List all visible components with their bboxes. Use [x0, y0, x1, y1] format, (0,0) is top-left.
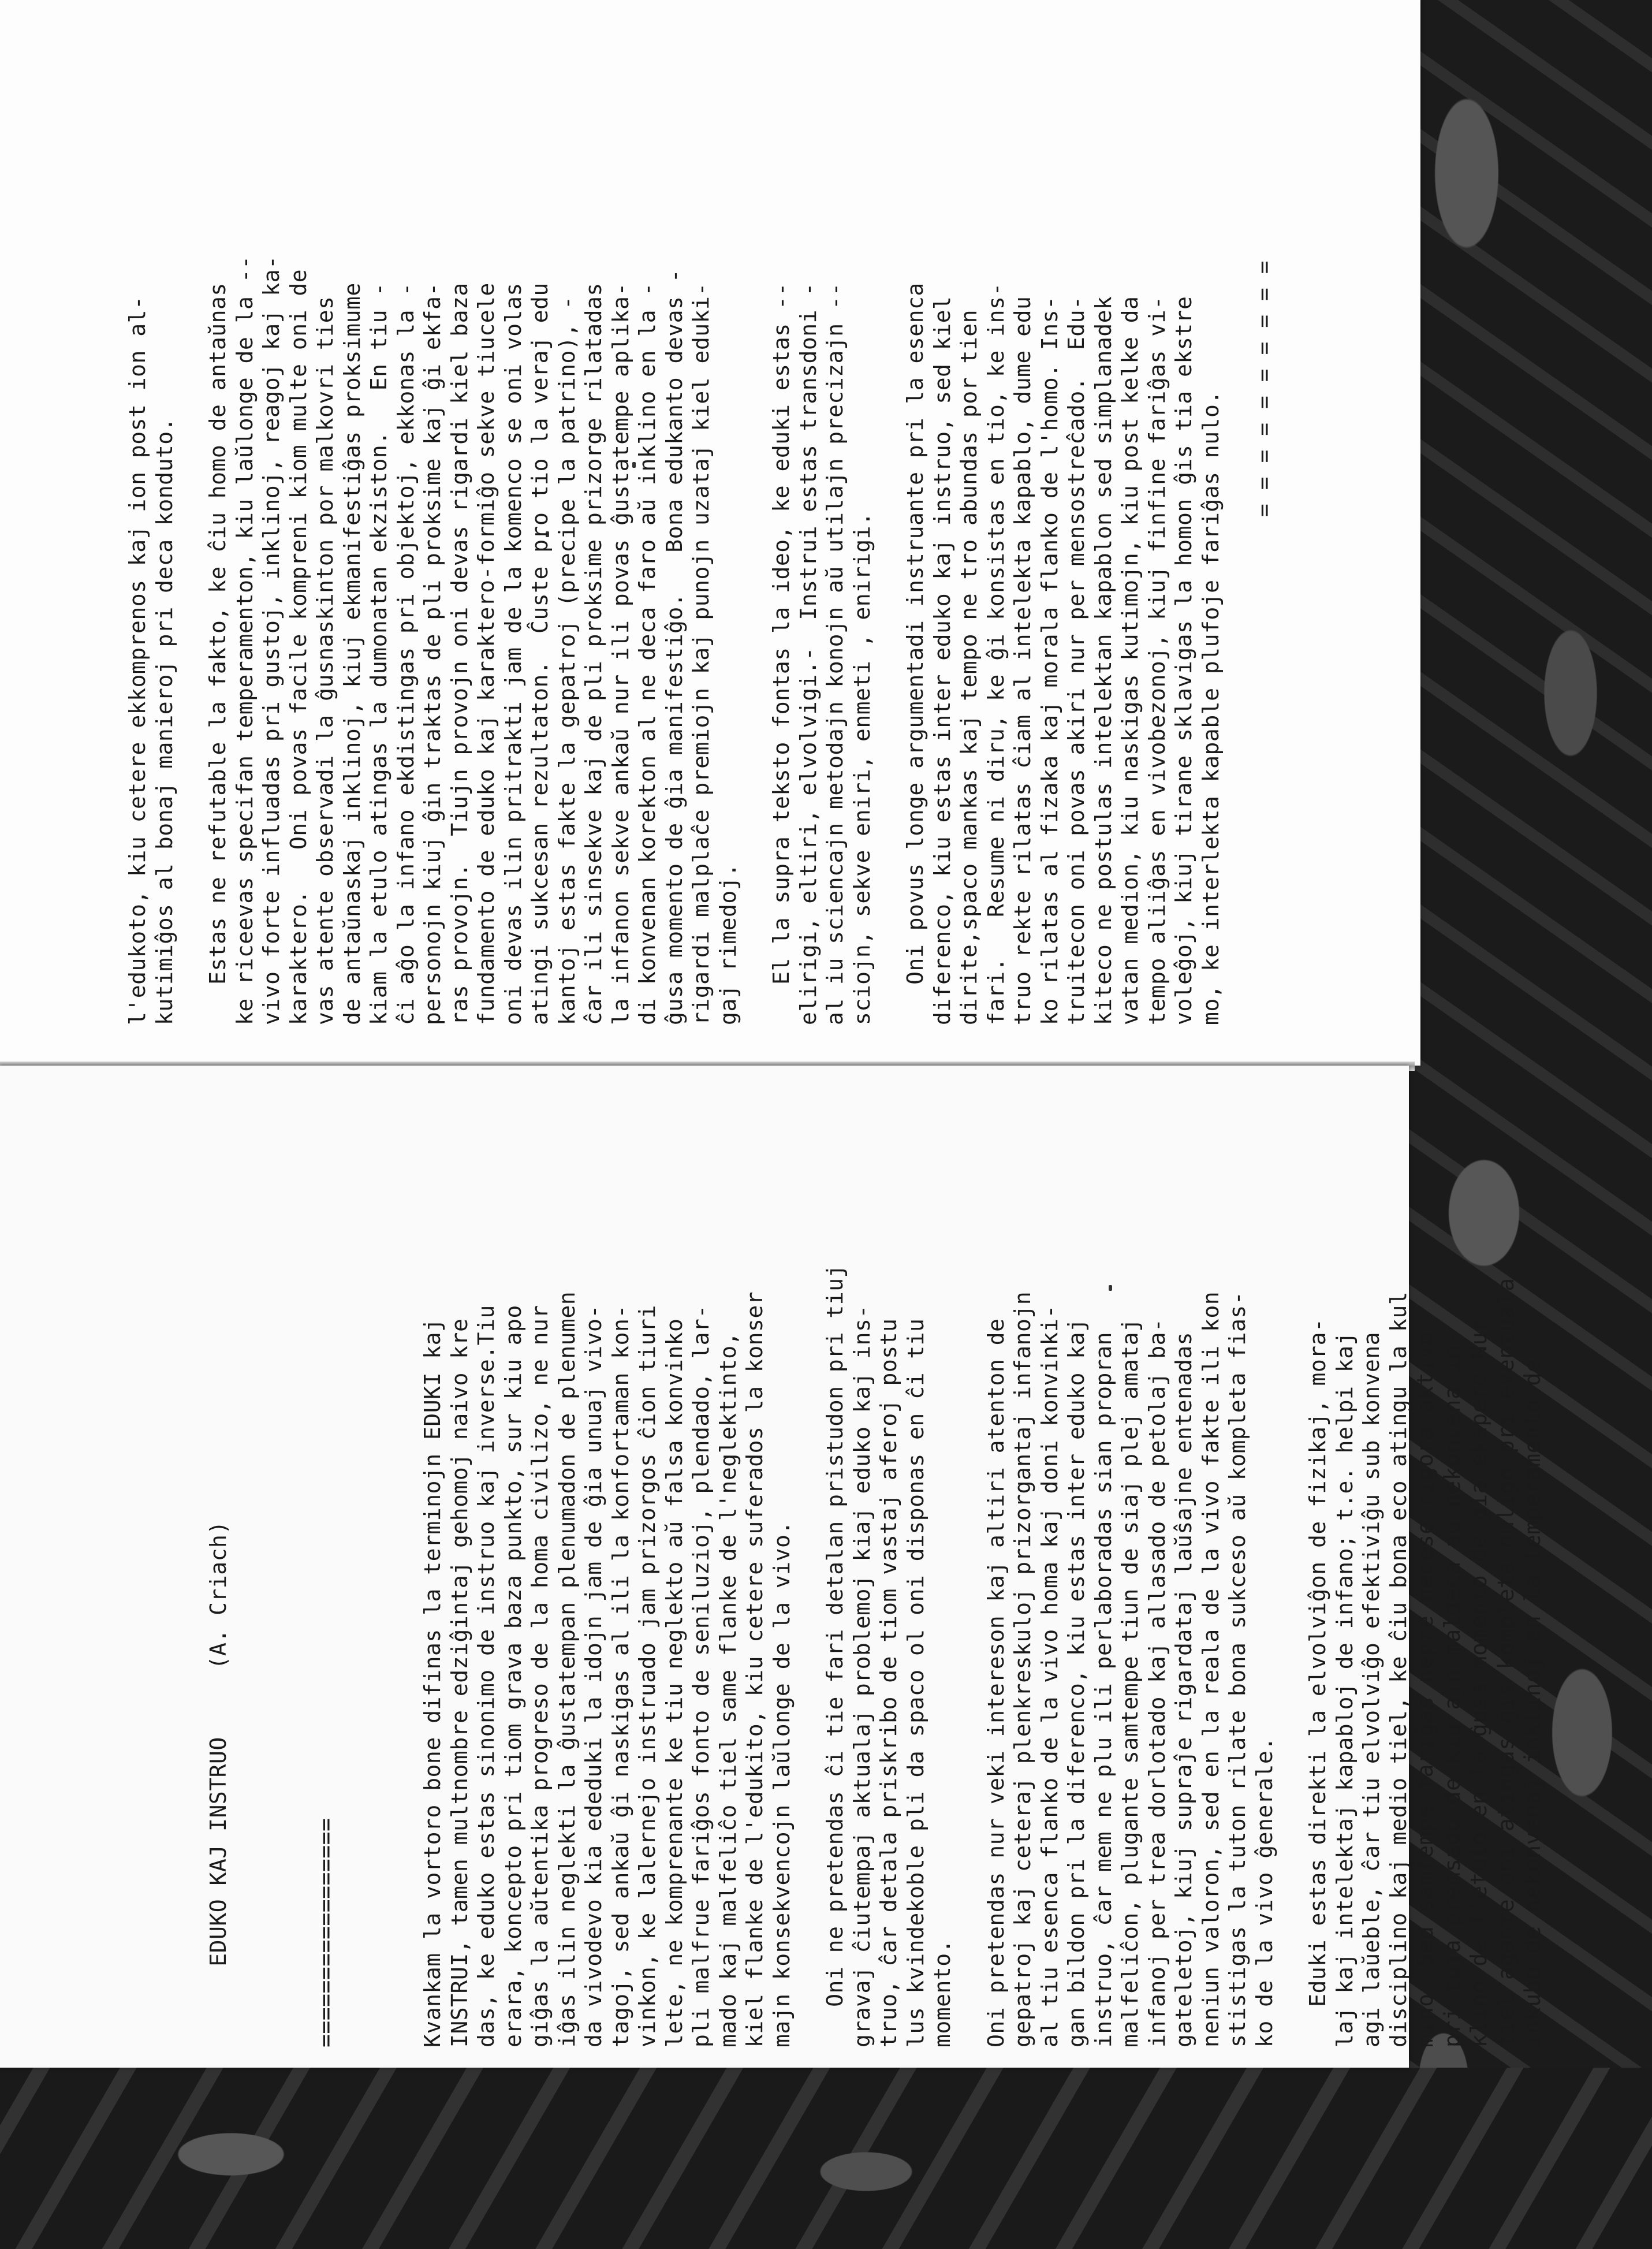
text-line: disciplino kaj medio tiel, ke ĉiu bona eco atingu la kul	[1385, 1291, 1411, 2047]
text-line: erara, koncepto pri tiom grava baza punkto, sur kiu apo	[500, 1305, 526, 2047]
paragraph	[124, 101, 178, 1025]
text-line: tagoj, sed ankaŭ ĝi naskigas al ili la konfortaman kon-	[607, 1305, 633, 2047]
text-line: gravaj ĉiutempaj aktualaj problemoj kiaj eduko kaj ins-	[849, 1305, 875, 2047]
page-left-text	[124, 1094, 1627, 2047]
text-line: lus kvindekoble pli da spaco ol oni disponas en ĉi tiu	[903, 1318, 928, 2047]
page-left	[0, 1066, 1545, 2068]
text-line: gateletoj, kiuj supraĵe rigardataj laŭŝajne entenadas	[1171, 1331, 1196, 2047]
article-title: EDUKO KAJ INSTRUO	[205, 1737, 231, 1967]
text-line: vas atente observadi la ĝusnaskinton por malkovri ties	[312, 296, 338, 1025]
paragraph	[902, 101, 1224, 1025]
text-line: vinkon, ke lalernejo instruado jam prizorgos ĉion tiuri	[635, 1305, 660, 2047]
text-line: tempo aliiĝas en vivobezonoj, kiuj finfine fariĝas vi-	[1144, 296, 1170, 1025]
text-line: mo, ke interlekta kapable plufoje fariĝas nulo.	[1198, 390, 1224, 1025]
text-line: rigardi malplaĉe premiojn kaj punojn uzataj kiel eduki-	[688, 282, 714, 1025]
text-line: ras provojn. Tiujn provojn oni devas rigardi kiel baza	[446, 282, 472, 1025]
text-line: di konvenan korekton al ne deca faro aŭ inklino en la -	[635, 282, 660, 1025]
text-line: INSTRUI, tamen multnombre edziĝintaj gehomoj naivo kre	[446, 1318, 472, 2047]
text-line: das, ke eduko estas sinonimo de instruo kaj inverse.Tiu	[473, 1305, 499, 2047]
paragraph	[1304, 1094, 1546, 2047]
text-line: gaj rimedoj.	[715, 863, 741, 1025]
text-line: Eduki estas direkti la elvolviĝon de fizikaj, mora-	[1305, 1318, 1330, 2047]
paragraph	[822, 1094, 956, 2047]
text-line: Kvankam la vortoro bone difinas la terminojn EDUKI kaj	[420, 1318, 445, 2047]
text-line: Estas ne refutable la fakto, ke ĉiu homo de antaŭnas	[205, 282, 230, 1025]
text-line: lete, ne komprenante ke tiu neglekto aŭ falsa konvinko	[661, 1318, 687, 2047]
text-line: al iu sciencajn metodajn konojn aŭ utilajn precizajn --	[822, 282, 848, 1025]
text-line: sciojn, sekve eniri, enmeti , enirigi.	[849, 512, 875, 1025]
page-right	[0, 0, 1420, 1066]
text-line: dirite,spaco mankas kaj tempo ne tro abundas por tien	[956, 309, 982, 1025]
text-line: mado kaj malfeliĉo tiel same flanke de l'neglektinto,	[715, 1331, 741, 2047]
text-line: kutimiĝos al bonaj manieroj pri deca konduto.	[151, 417, 177, 1025]
text-line: pri tuja premsado de kiu ajn maldeca aŭ nekonvena in-	[1439, 1331, 1465, 2047]
text-line: ĉar ili sinsekve kaj de pli proksime prizorge rilatadas	[581, 282, 606, 1025]
text-line: de antaŭnaskaj inklinoj, kiuj ekmanifestiĝas proksimume	[339, 282, 365, 1025]
text-line: Oni ne pretendas ĉi tie fari detalan pristudon pri tiuj	[822, 1264, 848, 2047]
paragraph	[768, 101, 875, 1025]
text-line: iĝas ilin neglekti la ĝustatempan plenumadon de plenumen	[554, 1291, 580, 2047]
text-line: momento.	[930, 1939, 955, 2047]
text-line: kiteco ne postulas intelektan kapablon sed simplanadek	[1090, 296, 1116, 1025]
text-line: diferenco, kiu estas inter eduko kaj instruo, sed kiel	[929, 296, 955, 1025]
text-line: kiam la etulo atingas la dumonatan ekziston. En tiu -	[366, 282, 391, 1025]
text-line: majn konsekvencojn laŭlonge de la vivo.	[769, 1521, 795, 2047]
text-line: El la supra teksto fontas la ideo, ke eduki estas --	[769, 282, 794, 1025]
text-line: personojn kiuj ĝin traktas de pli proksime kaj ĝi ekfa-	[420, 282, 445, 1025]
text-line: ke riceevas specifan temperamenton, kiu laŭlonge de la --	[232, 255, 258, 1025]
text-line: elirigi, eltiri, elvolvigi.- Instrui estas transdoni -	[795, 282, 821, 1025]
text-line: da vivodevo kia ededuki la idojn jam de ĝia unuaj vivo-	[581, 1305, 606, 2047]
text-line: ko rilatas al fizaka kaj morala flanko de l'homo. Ins-	[1036, 296, 1062, 1025]
paragraph	[204, 101, 741, 1025]
text-line: ĉi aĝo la infano ekdistingas pri objektoj, ekkonas la -	[393, 282, 419, 1025]
page-right-text	[124, 101, 1278, 1025]
text-line: instruo, ĉar mem ne plu ili perlaboradas sian propran	[1090, 1331, 1116, 2047]
text-line: klino de l'etulo en la ĝusa momento de ĝia ekapero.Nur	[1466, 1318, 1491, 2047]
text-line: pli malfrue fariĝos fonto de seniluzioj, plendado, lar-	[688, 1305, 714, 2047]
text-line: Oni povus longe argumentadi instruante pri la esenca	[903, 282, 928, 1025]
text-line: vatan medion, kiu naskigas kutimojn, kiu post kelke da	[1117, 296, 1143, 1025]
article-author: (A. Criach)	[205, 1521, 231, 1670]
text-line: la infanon sekve ankaŭ nur ili povas ĝustatempe aplika-	[607, 282, 633, 1025]
text-line: atingi sukcesan rezultaton. Ĉuste pro tio la veraj edu	[527, 282, 553, 1025]
text-line: kantoj estas fakte la gepatroj (precipe la patrino), -	[554, 296, 580, 1025]
text-line: truo, ĉar detala priskribo de tiom vastaj aferoj postu	[876, 1318, 901, 2047]
text-line: al tiu esenca flanko de la vivo homa kaj doni konvinki-	[1036, 1305, 1062, 2047]
text-line: infanoj per trea dorlotado kaj allasado de petolaj ba-	[1144, 1318, 1170, 2047]
page-left-body	[419, 1094, 1546, 2047]
text-line: fari. Resume ni diru, ke ĝi konsistas en tio, ke ins-	[983, 282, 1009, 1025]
paragraph	[983, 1094, 1278, 2047]
text-line: agi laŭeble, ĉar tiu elvolviĝo efektiviĝu sub konvena	[1359, 1331, 1384, 2047]
text-line: fundamento de eduko kaj karaktero-formiĝo sekve tiucele	[473, 282, 499, 1025]
text-line: l'edukoto, kiu cetere ekkomprenos kaj ion post ion al-	[125, 296, 150, 1025]
text-line: truitecon oni povas akiri nur per mensostreĉado. Edu-	[1064, 296, 1089, 1025]
text-line: tiel agante oni atingas ĝis kompleta nuligo pri eventuala	[1493, 1278, 1519, 2047]
text-line: Oni pretendas nur veki intereson kaj altiri atenton de	[983, 1318, 1009, 2047]
text-line: ko de la vivo ĝenerale.	[1251, 1737, 1277, 2047]
text-line: neniun valoron, sed en la reala de la vivo fakte ili kon	[1198, 1291, 1224, 2047]
text-line: stistigas la tuton rilate bona sukceso aŭ kompleta fias-	[1225, 1291, 1250, 2047]
text-line: inkubo de nekonvenaj inklinoj en la temperamento de	[1520, 1358, 1545, 2047]
text-line: gepatroj kaj ceteraj plenkreskuloj prizorgantaj infanojn	[1010, 1291, 1035, 2047]
text-line: voleĝoj, kiuj tirane sklavigas la homon ĝis tia ekstre	[1171, 296, 1196, 1025]
text-line: ĝusa momento de ĝia manifestiĝo. Bona edukanto devas -	[661, 269, 687, 1025]
dark-background-bottom	[0, 2068, 1652, 2249]
text-line: karaktero. Oni povas facile kompreni kiom multe oni de	[285, 269, 311, 1025]
text-line: malfeliĉon, plugante samtempe tiun de siaj plej amataj	[1117, 1318, 1143, 2047]
text-line: laj kaj intelektaj kapabloj de infano; t.e. helpi kaj	[1332, 1331, 1358, 2047]
text-line: mino. Sed samtempe fariĝas nepre necese rigora aktivo	[1412, 1331, 1438, 2047]
title-underline: =================	[312, 1818, 338, 2047]
text-line: giĝas la aŭtentika progreso de la homa civilizo, ne nur	[527, 1305, 553, 2047]
text-line: gan bildon pri la diferenco, kiu estas inter eduko kaj	[1064, 1318, 1089, 2047]
paragraph	[419, 1094, 795, 2047]
text-line: kiel flanke de l'edukito, kiu cetere suferados la konser	[742, 1291, 767, 2047]
text-line: truo rekte rilatas ĉiam al intelekta kapablo, dume edu	[1010, 296, 1035, 1025]
text-line: vivo forte influadas pri gustoj, inklinoj, reagoj kaj ka-	[259, 255, 284, 1025]
closing-separator: = = = = = = = = = =	[1251, 260, 1277, 517]
text-line: oni devas ilin pritrakti jam de la komenco se oni volas	[500, 282, 526, 1025]
